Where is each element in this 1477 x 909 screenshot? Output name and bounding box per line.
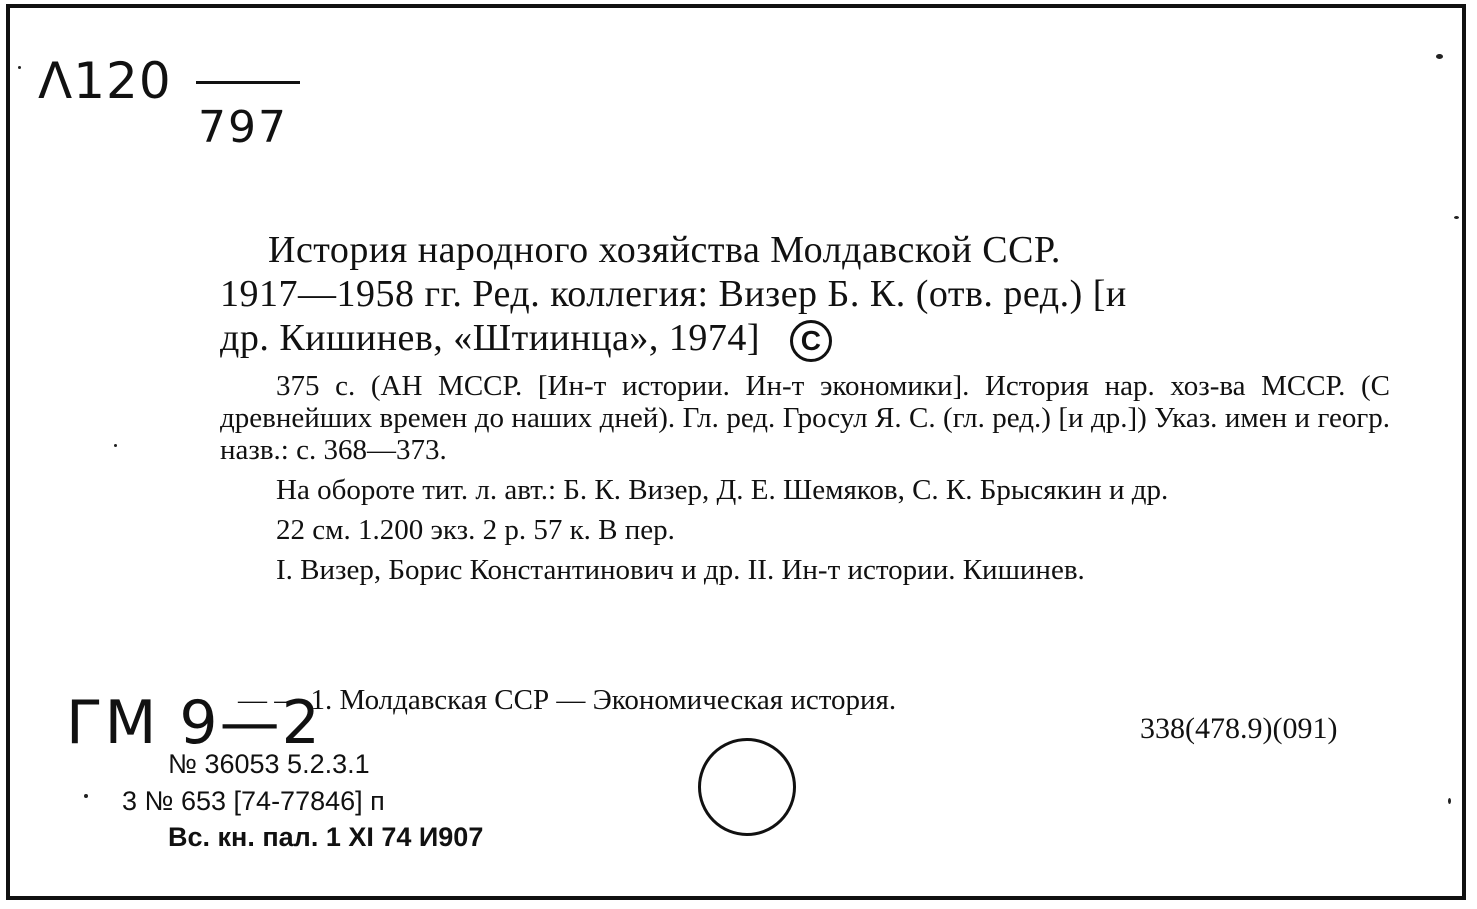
circle-mark-icon — [698, 738, 796, 836]
speck-icon — [84, 794, 88, 798]
copyright-icon: C — [790, 320, 832, 362]
paragraph-authors: На обороте тит. л. авт.: Б. К. Визер, Д. Е. Шемяков, С. К. Брысякин и др. — [276, 474, 1169, 506]
handwritten-shelfmark: ГМ 9—2 — [66, 688, 322, 758]
title-line-2: 1917—1958 гг. Ред. коллегия: Визер Б. К. (отв. ред.) [и — [220, 273, 1127, 315]
title-line-1: История народного хозяйства Молдавской ССР. — [268, 229, 1061, 271]
udc-number: 338(478.9)(091) — [1140, 712, 1338, 745]
speck-icon — [18, 66, 21, 69]
call-number-divider — [196, 81, 300, 84]
description-block — [220, 370, 1390, 586]
catalog-card — [6, 4, 1466, 900]
record-number-1: № 36053 5.2.3.1 — [168, 749, 370, 779]
title-line-3 — [220, 316, 1380, 362]
title-block — [220, 228, 1380, 362]
paragraph-collation: 375 с. (АН МССР. [Ин-т истории. Ин-т экономики]. История нар. хоз-ва МССР. (С древнейших времен до наших дней). Гл. ред. Гросул Я. С. (гл. ред.) [и др.]) Указ. имен и геогр. назв.: с. 368—373. — [220, 370, 1390, 466]
record-number-2: 3 № 653 [74-77846] п — [122, 786, 385, 816]
call-number-bottom: 797 — [198, 102, 288, 153]
title-line-3-text: др. Кишинев, «Штиинца», 1974] — [220, 317, 761, 359]
speck-icon — [1454, 216, 1459, 219]
speck-icon — [1448, 798, 1451, 804]
speck-icon — [1436, 54, 1443, 59]
paragraph-tracings: I. Визер, Борис Константинович и др. II. Ин-т истории. Кишинев. — [276, 554, 1085, 586]
call-number-top: Λ120 — [38, 52, 172, 110]
subject-line: — — 1. Молдавская ССР — Экономическая история. — [238, 684, 897, 716]
paragraph-physical: 22 см. 1.200 экз. 2 р. 57 к. В пер. — [276, 514, 675, 546]
record-number-3: Вс. кн. пал. 1 XI 74 И907 — [168, 822, 484, 852]
speck-icon — [114, 444, 117, 447]
